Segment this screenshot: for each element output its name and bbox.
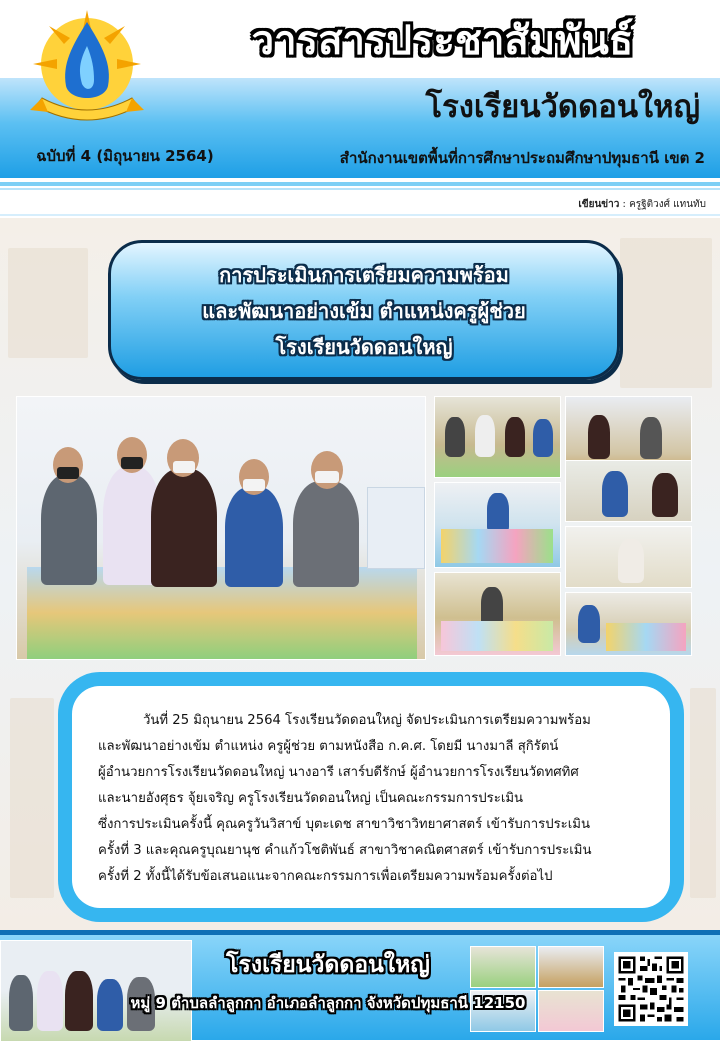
person <box>293 481 359 587</box>
display-table <box>441 529 553 563</box>
person <box>505 417 525 457</box>
main-group-photo <box>16 396 426 660</box>
person <box>445 417 465 457</box>
education-office-name: สำนักงานเขตพื้นที่การศึกษาประถมศึกษาปทุมธานี เขต 2 <box>339 149 705 167</box>
face-mask <box>243 479 265 491</box>
article-line: และนายอังศุธร จุ้ยเจริญ ครูโรงเรียนวัดดอนใหญ่ เป็นคณะกรรมการประเมิน <box>98 791 524 806</box>
header-divider <box>0 182 720 186</box>
face-mask <box>173 461 195 473</box>
photo-background <box>539 947 603 987</box>
footer-divider <box>0 930 720 935</box>
article-line: ครั้งที่ 3 และคุณครูบุณยานุช คำแก้วโชติพันธ์ สาขาวิชาคณิตศาสตร์ เข้ารับการประเมิน <box>98 843 592 858</box>
poster-board <box>367 487 425 569</box>
qr-code-icon[interactable] <box>614 952 688 1026</box>
credit-name: : ครูฐิติวงศ์ แทนทับ <box>622 199 706 210</box>
footer-address: หมู่ 9 ตำบลลำลูกกา อำเภอลำลูกกา จังหวัดปทุมธานี 12150 <box>130 994 526 1012</box>
article-panel <box>58 672 684 922</box>
footer-activity-photo <box>470 946 536 988</box>
article-line: และพัฒนาอย่างเข้ม ตำแหน่ง ครูผู้ช่วย ตามหนังสือ ก.ค.ศ. โดยมี นางมาลี สุกิรัตน์ <box>98 739 559 754</box>
activity-photo <box>565 526 692 588</box>
credit-label: เขียนข่าว <box>578 199 620 210</box>
person <box>225 487 283 587</box>
article-text <box>98 708 654 890</box>
credit-divider <box>0 214 720 216</box>
person <box>578 605 600 643</box>
article-line: ผู้อำนวยการโรงเรียนวัดดอนใหญ่ นางอารี เสาร์บดีรักษ์ ผู้อำนวยการโรงเรียนวัดทศทิศ <box>98 765 579 780</box>
newsletter-header <box>0 0 720 190</box>
footer-school-name: โรงเรียนวัดดอนใหญ่ <box>226 952 430 978</box>
person <box>588 415 610 459</box>
footer-activity-photo <box>538 946 604 988</box>
news-writer-credit <box>360 196 706 214</box>
background-photo-tile <box>8 248 88 358</box>
issue-number: ฉบับที่ 4 (มิถุนายน 2564) <box>36 147 214 165</box>
article-line: ซึ่งการประเมินครั้งนี้ คุณครูวันวิสาข์ บุตะเดช สาขาวิชาวิทยาศาสตร์ เข้ารับการประเมิน <box>98 817 590 832</box>
person <box>602 471 628 517</box>
header-divider-thin <box>0 188 720 190</box>
activity-photo <box>434 482 561 568</box>
person-head <box>311 451 343 489</box>
person <box>151 469 217 587</box>
person <box>41 475 97 585</box>
face-mask <box>57 467 79 479</box>
person <box>618 539 644 583</box>
person <box>487 493 509 533</box>
person <box>640 417 662 459</box>
face-mask <box>121 457 143 469</box>
article-line: ครั้งที่ 2 ทั้งนี้ได้รับข้อเสนอแนะจากคณะกรรมการเพื่อเตรียมความพร้อมครั้งต่อไป <box>98 869 553 884</box>
article-line: วันที่ 25 มิถุนายน 2564 โรงเรียนวัดดอนใหญ่ จัดประเมินการเตรียมความพร้อม <box>143 713 591 728</box>
person <box>533 419 553 457</box>
headline-line-2: และพัฒนาอย่างเข้ม ตำแหน่งครูผู้ช่วย <box>202 299 526 323</box>
person <box>475 415 495 457</box>
activity-photo <box>565 592 692 656</box>
person <box>9 975 33 1031</box>
face-mask <box>315 471 339 483</box>
activity-photo <box>565 460 692 522</box>
background-photo-tile <box>690 688 716 898</box>
activity-photo <box>434 396 561 478</box>
newsletter-title: วารสารประชาสัมพันธ์ <box>251 18 634 64</box>
background-photo-tile <box>620 238 712 388</box>
header-school-name: โรงเรียนวัดดอนใหญ่ <box>425 89 700 125</box>
article-inner <box>72 686 670 908</box>
headline-banner <box>108 240 620 380</box>
photo-background <box>471 947 535 987</box>
headline-line-3: โรงเรียนวัดดอนใหญ่ <box>275 335 453 359</box>
background-photo-tile <box>10 698 54 898</box>
headline-line-1: การประเมินการเตรียมความพร้อม <box>219 263 509 287</box>
activity-photo <box>434 572 561 656</box>
display-table <box>441 621 553 651</box>
display-table <box>606 623 686 651</box>
education-office-logo-icon <box>22 6 152 136</box>
person <box>652 473 678 517</box>
